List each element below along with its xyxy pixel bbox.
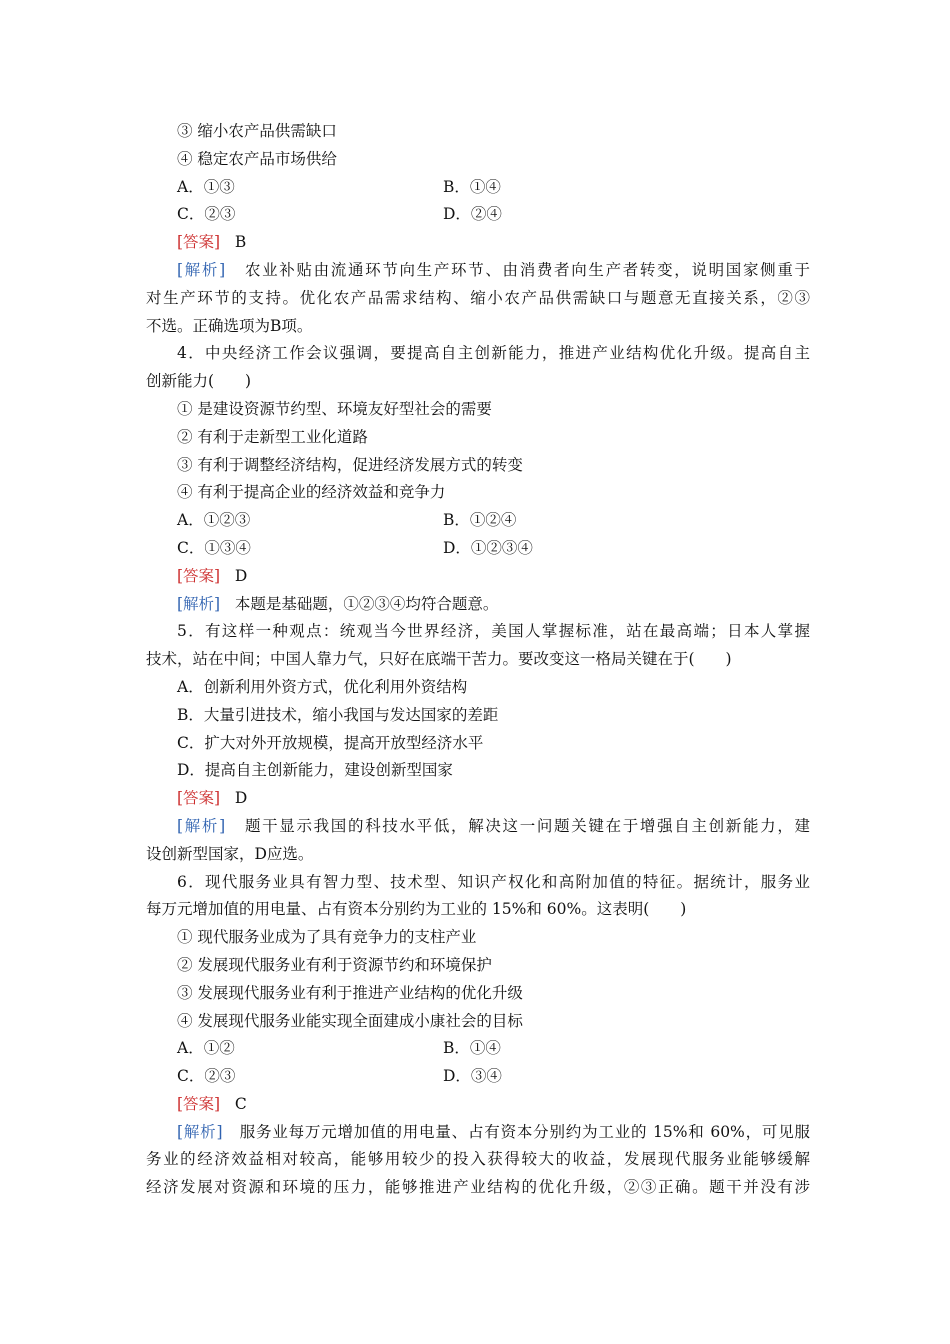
q3-choices-row1 xyxy=(146,174,810,202)
answer-value: B xyxy=(234,233,247,252)
q3-analysis-line1 xyxy=(146,257,810,285)
q6-choice-c: C．②③ xyxy=(177,1067,236,1086)
q6-stem-line2: 每万元增加值的用电量、占有资本分别约为工业的 15%和 60%。这表明( ) xyxy=(146,900,687,919)
q3-choice-c: C．②③ xyxy=(177,205,236,224)
q3-choice-a: A．①③ xyxy=(177,177,235,196)
q4-choices-row2 xyxy=(146,535,810,563)
q4-option-3: ③ 有利于调整经济结构，促进经济发展方式的转变 xyxy=(177,455,523,474)
q4-option-4: ④ 有利于提高企业的经济效益和竞争力 xyxy=(177,483,446,502)
analysis-tag: [解析] xyxy=(177,1122,223,1141)
q6-answer xyxy=(146,1091,810,1119)
q4-option-2: ② 有利于走新型工业化道路 xyxy=(177,427,368,446)
q4-stem-line2: 创新能力( ) xyxy=(146,372,252,391)
q5-answer xyxy=(146,785,810,813)
q4-option-1: ① 是建设资源节约型、环境友好型社会的需要 xyxy=(177,399,492,418)
q5-choice-b: B．大量引进技术，缩小我国与发达国家的差距 xyxy=(177,705,499,724)
q3-choices-row2 xyxy=(146,201,810,229)
q6-stem-line1: 6．现代服务业具有智力型、技术型、知识产权化和高附加值的特征。据统计，服务业 xyxy=(177,872,810,891)
q5-choice-d: D．提高自主创新能力，建设创新型国家 xyxy=(177,761,453,780)
q6-analysis-line2: 务业的经济效益相对较高，能够用较少的投入获得较大的收益，发展现代服务业能够缓解 xyxy=(146,1150,810,1169)
analysis-text: 服务业每万元增加值的用电量、占有资本分别约为工业的 15%和 60%，可见服 xyxy=(239,1122,810,1141)
q6-option-1: ① 现代服务业成为了具有竞争力的支柱产业 xyxy=(177,928,477,947)
analysis-tag: [解析] xyxy=(177,594,221,613)
q5-stem-line2: 技术，站在中间；中国人靠力气，只好在底端干苦力。要改变这一格局关键在于( ) xyxy=(146,650,732,669)
q3-choice-b: B．①④ xyxy=(443,177,501,196)
q4-choice-c: C．①③④ xyxy=(177,538,251,557)
document-body xyxy=(146,118,810,1202)
answer-tag: [答案] xyxy=(177,566,221,585)
q4-answer xyxy=(146,563,810,591)
q6-analysis-line3: 经济发展对资源和环境的压力，能够推进产业结构的优化升级，②③正确。题干并没有涉 xyxy=(146,1178,810,1197)
q6-option-4: ④ 发展现代服务业能实现全面建成小康社会的目标 xyxy=(177,1011,523,1030)
q6-choices-row1 xyxy=(146,1035,810,1063)
answer-value: D xyxy=(234,566,248,585)
q4-choices-row1 xyxy=(146,507,810,535)
q5-analysis-line2: 设创新型国家，D应选。 xyxy=(146,844,314,863)
q5-analysis-line1 xyxy=(146,813,810,841)
answer-value: C xyxy=(234,1094,247,1113)
q3-option-3: ③ 缩小农产品供需缺口 xyxy=(177,122,337,140)
q6-option-3: ③ 发展现代服务业有利于推进产业结构的优化升级 xyxy=(177,983,523,1002)
q6-choice-d: D．③④ xyxy=(443,1067,502,1086)
q4-choice-d: D．①②③④ xyxy=(443,538,533,557)
q3-choice-d: D．②④ xyxy=(443,205,502,224)
q4-choice-a: A．①②③ xyxy=(177,511,251,530)
q3-analysis-line2: 对生产环节的支持。优化农产品需求结构、缩小农产品供需缺口与题意无直接关系，②③ xyxy=(146,288,810,307)
answer-tag: [答案] xyxy=(177,1094,221,1113)
q6-option-2: ② 发展现代服务业有利于资源节约和环境保护 xyxy=(177,955,492,974)
q6-choice-a: A．①② xyxy=(177,1039,235,1058)
answer-value: D xyxy=(234,789,248,808)
answer-tag: [答案] xyxy=(177,789,221,808)
q5-choice-a: A．创新利用外资方式，优化利用外资结构 xyxy=(177,677,468,696)
analysis-tag: [解析] xyxy=(177,260,226,279)
q4-stem-line1: 4．中央经济工作会议强调，要提高自主创新能力，推进产业结构优化升级。提高自主 xyxy=(177,344,810,363)
q4-analysis-line1 xyxy=(146,591,810,619)
answer-tag: [答案] xyxy=(177,233,221,252)
q3-option-4: ④ 稳定农产品市场供给 xyxy=(177,149,337,168)
q6-choices-row2 xyxy=(146,1063,810,1091)
analysis-text: 本题是基础题，①②③④均符合题意。 xyxy=(234,594,499,613)
q6-choice-b: B．①④ xyxy=(443,1039,501,1058)
analysis-tag: [解析] xyxy=(177,816,226,835)
q4-choice-b: B．①②④ xyxy=(443,511,517,530)
q3-answer xyxy=(146,229,810,257)
q5-stem-line1: 5．有这样一种观点：统观当今世界经济，美国人掌握标准，站在最高端；日本人掌握 xyxy=(177,622,810,641)
q5-choice-c: C．扩大对外开放规模，提高开放型经济水平 xyxy=(177,733,484,752)
analysis-text: 农业补贴由流通环节向生产环节、由消费者向生产者转变，说明国家侧重于 xyxy=(244,260,810,279)
q3-analysis-line3: 不选。正确选项为B项。 xyxy=(146,316,313,335)
analysis-text: 题干显示我国的科技水平低，解决这一问题关键在于增强自主创新能力，建 xyxy=(244,816,810,835)
q6-analysis-line1 xyxy=(146,1119,810,1147)
